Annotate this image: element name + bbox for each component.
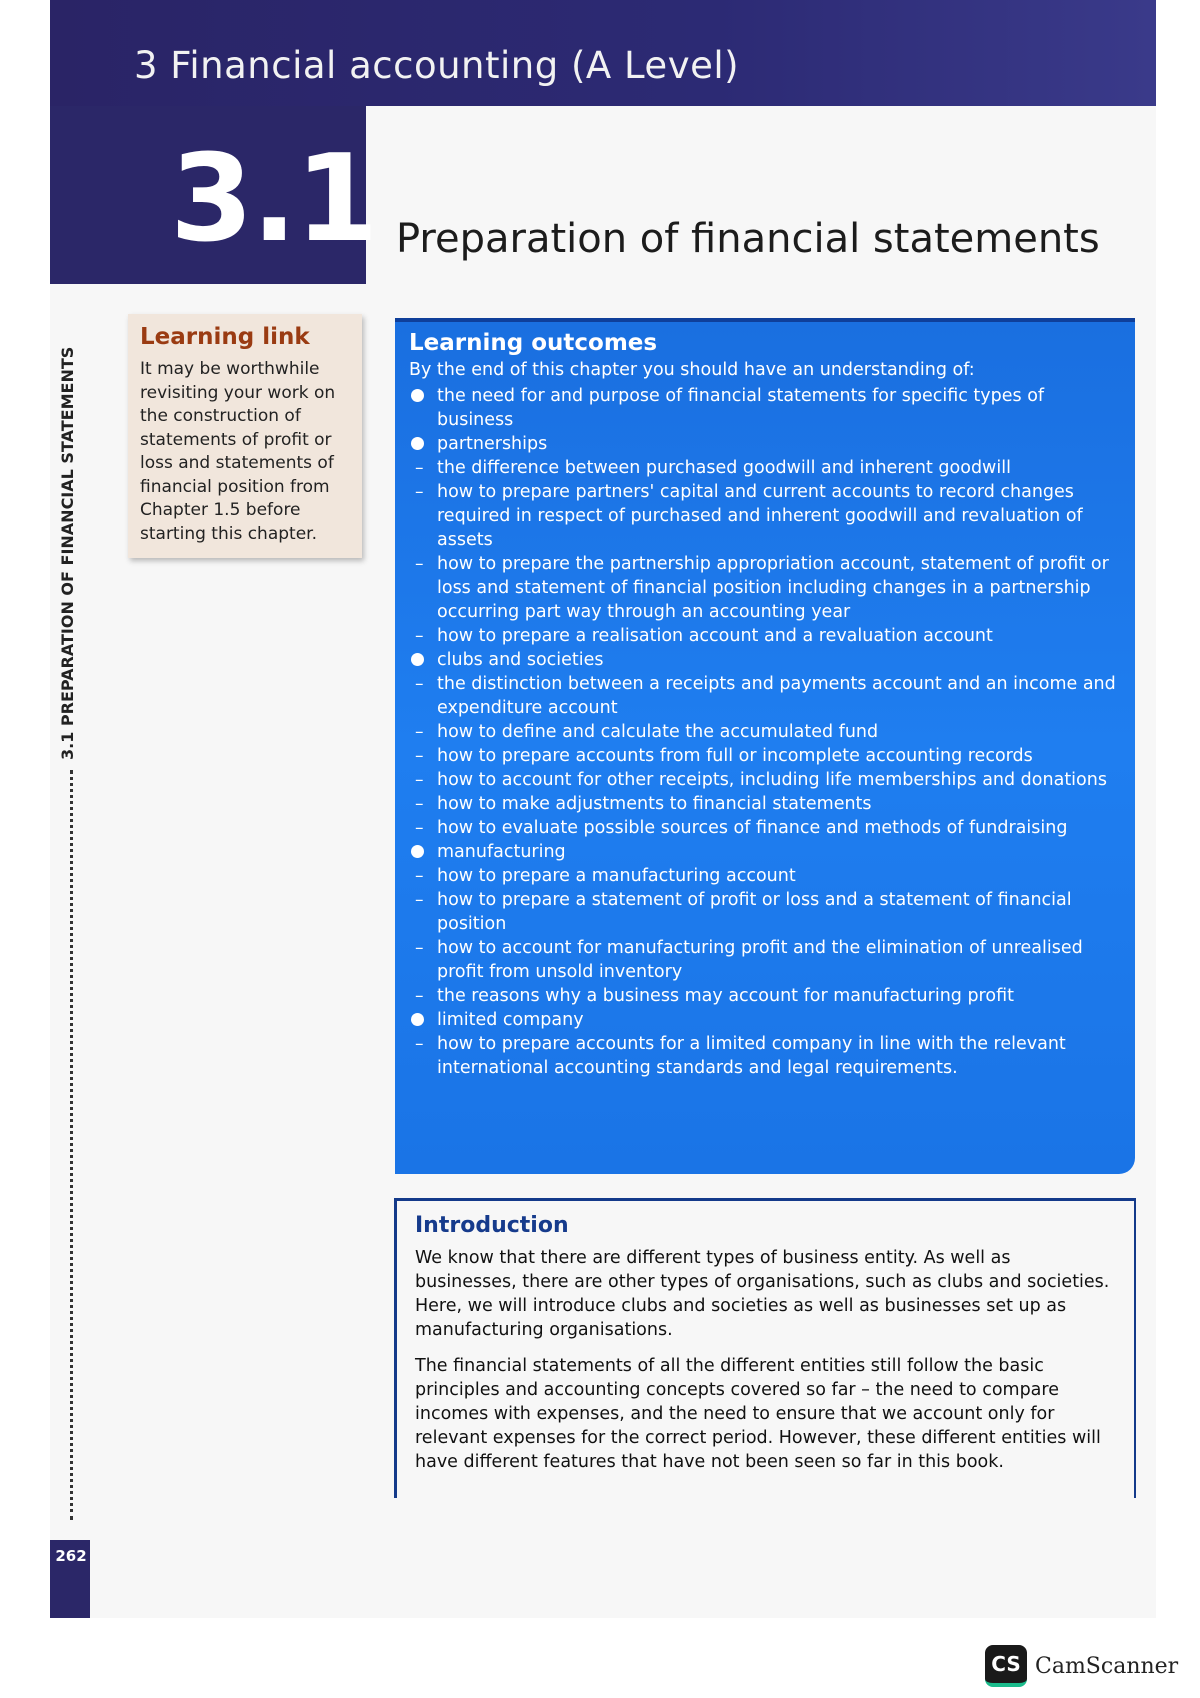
outcome-subitem-text: how to prepare a statement of profit or loss and a statement of financial position [437,890,1072,934]
outcome-subitem-text: how to account for other receipts, including life memberships and donations [437,770,1107,790]
outcome-topic-label: the need for and purpose of financial statements for specific types of business [437,386,1045,430]
outcome-topic-label: manufacturing [437,842,566,862]
outcome-subitem-text: how to prepare partners' capital and current accounts to record changes required in respect of purchased and inherent goodwill and revaluation of assets [437,482,1083,550]
outcome-subitem [409,624,1121,648]
book-page [50,0,1156,1618]
dash-icon: – [415,482,424,502]
outcome-topic [409,384,1121,432]
dash-icon: – [415,746,424,766]
outcome-topic-label: limited company [437,1010,584,1030]
outcome-subitem [409,672,1121,720]
outcome-subitem [409,1032,1121,1080]
outcome-topic-label: partnerships [437,434,548,454]
outcome-subitem [409,888,1121,936]
outcome-topic-label: clubs and societies [437,650,604,670]
outcome-subitem-text: how to evaluate possible sources of finance and methods of fundraising [437,818,1068,838]
outcome-subitem [409,720,1121,744]
camscanner-logo-icon: CS [985,1645,1027,1687]
dash-icon: – [415,794,424,814]
outcome-topic [409,648,1121,672]
outcome-subitem-text: how to prepare the partnership appropriation account, statement of profit or loss and statement of financial position including changes in a partnership occurring part way through an accounting year [437,554,1109,622]
dash-icon: – [415,986,424,1006]
page-number: 262 [55,1547,87,1565]
spine-dotted-rule [70,770,73,1520]
outcome-subitems [409,1032,1121,1080]
outcome-subitems [409,672,1121,840]
unit-title: 3 Financial accounting (A Level) [134,44,740,87]
outcome-topic [409,840,1121,864]
outcome-subitem [409,552,1121,624]
outcome-subitem [409,936,1121,984]
learning-link-box [128,314,362,558]
dash-icon: – [415,722,424,742]
dash-icon: – [415,1034,424,1054]
dash-icon: – [415,770,424,790]
page-title: Preparation of financial statements [396,216,1100,262]
camscanner-name: CamScanner [1035,1653,1179,1679]
bullet-icon [411,437,424,450]
learning-outcomes-list [409,384,1121,1080]
outcome-subitem [409,864,1121,888]
dash-icon: – [415,674,424,694]
outcome-subitem [409,480,1121,552]
outcome-subitem-text: the distinction between a receipts and payments account and an income and expenditure account [437,674,1116,718]
dash-icon: – [415,818,424,838]
learning-outcomes-intro: By the end of this chapter you should have an understanding of: [409,360,975,380]
introduction-box [394,1198,1136,1498]
dash-icon: – [415,938,424,958]
outcome-subitem [409,984,1121,1008]
outcome-subitem-text: how to prepare a manufacturing account [437,866,796,886]
outcome-subitem [409,456,1121,480]
outcome-subitem-text: how to define and calculate the accumulated fund [437,722,879,742]
outcome-subitems [409,456,1121,648]
outcome-subitem [409,768,1121,792]
learning-outcomes-box [395,318,1135,1174]
bullet-icon [411,653,424,666]
dash-icon: – [415,890,424,910]
outcome-subitem [409,792,1121,816]
outcome-topic [409,432,1121,456]
outcome-subitems [409,864,1121,1008]
outcome-subitem-text: how to prepare a realisation account and a revaluation account [437,626,993,646]
outcome-subitem-text: the reasons why a business may account for manufacturing profit [437,986,1014,1006]
dash-icon: – [415,554,424,574]
camscanner-watermark [985,1644,1178,1688]
learning-link-body: It may be worthwhile revisiting your work on the construction of statements of profit or loss and statements of financial position from Chapter 1.5 before starting this chapter. [140,359,336,544]
outcome-subitem [409,816,1121,840]
introduction-paragraph: We know that there are different types of business entity. As well as businesses, there are other types of organisations, such as clubs and societies. Here, we will introduce clubs and societies as well as businesses set up as manufacturing organisations. [415,1248,1110,1340]
chapter-number: 3.1 [170,130,377,269]
bullet-icon [411,1013,424,1026]
outcome-subitem-text: the difference between purchased goodwill and inherent goodwill [437,458,1011,478]
outcome-subitem-text: how to account for manufacturing profit and the elimination of unrealised profit from unsold inventory [437,938,1083,982]
outcome-topic [409,1008,1121,1032]
introduction-title: Introduction [415,1213,569,1238]
introduction-paragraph: The financial statements of all the different entities still follow the basic principles and accounting concepts covered so far – the need to compare incomes with expenses, and the need to ensure that we account only for relevant expenses for the correct period. However, these different entities will have different features that have not been seen so far in this book. [415,1356,1101,1472]
spine-label: 3.1 PREPARATION OF FINANCIAL STATEMENTS [58,346,77,760]
outcome-subitem-text: how to prepare accounts from full or incomplete accounting records [437,746,1033,766]
learning-link-title: Learning link [140,324,310,350]
outcome-subitem [409,744,1121,768]
dash-icon: – [415,458,424,478]
learning-outcomes-title: Learning outcomes [409,330,658,356]
dash-icon: – [415,626,424,646]
outcome-subitem-text: how to make adjustments to financial statements [437,794,872,814]
dash-icon: – [415,866,424,886]
outcome-subitem-text: how to prepare accounts for a limited company in line with the relevant international accounting standards and legal requirements. [437,1034,1066,1078]
bullet-icon [411,845,424,858]
bullet-icon [411,389,424,402]
